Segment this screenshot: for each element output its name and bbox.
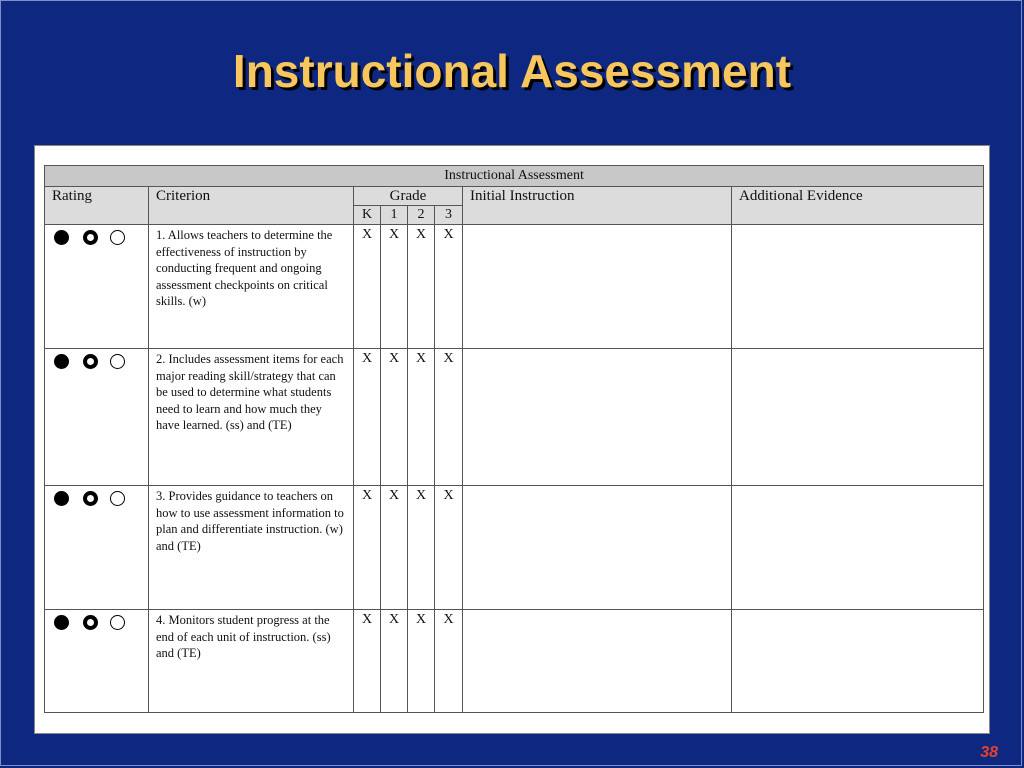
additional-evidence-subheader — [732, 206, 984, 225]
half-circle-icon[interactable] — [83, 491, 98, 506]
assessment-table — [44, 165, 984, 713]
empty-circle-icon[interactable] — [110, 230, 125, 245]
criterion-cell: 1. Allows teachers to determine the effectiveness of instruction by conducting frequent and ongoing assessment checkpoints on critical skills. (w) — [149, 225, 354, 349]
grade-mark: X — [435, 349, 463, 486]
initial-instruction-cell[interactable] — [463, 349, 732, 486]
full-circle-icon[interactable] — [54, 230, 69, 245]
table-row — [45, 225, 984, 349]
grade-mark: X — [381, 225, 408, 349]
assessment-panel — [34, 145, 990, 734]
table-row — [45, 349, 984, 486]
full-circle-icon[interactable] — [54, 354, 69, 369]
grade-mark: X — [354, 349, 381, 486]
additional-evidence-cell[interactable] — [732, 486, 984, 610]
additional-evidence-cell[interactable] — [732, 349, 984, 486]
empty-circle-icon[interactable] — [110, 491, 125, 506]
criterion-cell: 3. Provides guidance to teachers on how to use assessment information to plan and differentiate instruction. (w) and (TE) — [149, 486, 354, 610]
grade-2: 2 — [408, 206, 435, 225]
page-number: 38 — [980, 744, 998, 761]
grade-mark: X — [381, 486, 408, 610]
initial-instruction-header: Initial Instruction — [463, 187, 732, 206]
half-circle-icon[interactable] — [83, 354, 98, 369]
full-circle-icon[interactable] — [54, 615, 69, 630]
grade-mark: X — [408, 610, 435, 713]
additional-evidence-cell[interactable] — [732, 610, 984, 713]
grade-k: K — [354, 206, 381, 225]
rating-cell — [45, 486, 149, 610]
table-row — [45, 610, 984, 713]
additional-evidence-header: Additional Evidence — [732, 187, 984, 206]
grade-mark: X — [408, 225, 435, 349]
half-circle-icon[interactable] — [83, 230, 98, 245]
table-row — [45, 486, 984, 610]
half-circle-icon[interactable] — [83, 615, 98, 630]
grade-mark: X — [408, 349, 435, 486]
initial-instruction-cell[interactable] — [463, 225, 732, 349]
grade-mark: X — [435, 225, 463, 349]
empty-circle-icon[interactable] — [110, 615, 125, 630]
full-circle-icon[interactable] — [54, 491, 69, 506]
initial-instruction-subheader — [463, 206, 732, 225]
rating-cell — [45, 225, 149, 349]
grade-3: 3 — [435, 206, 463, 225]
grade-mark: X — [381, 610, 408, 713]
initial-instruction-cell[interactable] — [463, 610, 732, 713]
criterion-cell: 4. Monitors student progress at the end of each unit of instruction. (ss) and (TE) — [149, 610, 354, 713]
grade-mark: X — [354, 610, 381, 713]
additional-evidence-cell[interactable] — [732, 225, 984, 349]
criterion-header: Criterion — [149, 187, 354, 225]
initial-instruction-cell[interactable] — [463, 486, 732, 610]
rating-header: Rating — [45, 187, 149, 225]
grade-mark: X — [354, 486, 381, 610]
empty-circle-icon[interactable] — [110, 354, 125, 369]
grade-1: 1 — [381, 206, 408, 225]
grade-mark: X — [408, 486, 435, 610]
slide-title: Instructional Assessment — [232, 45, 792, 97]
table-title: Instructional Assessment — [45, 166, 984, 187]
grade-header: Grade — [354, 187, 463, 206]
rating-cell — [45, 349, 149, 486]
grade-mark: X — [435, 486, 463, 610]
grade-mark: X — [435, 610, 463, 713]
rating-cell — [45, 610, 149, 713]
grade-mark: X — [381, 349, 408, 486]
criterion-cell: 2. Includes assessment items for each major reading skill/strategy that can be used to determine what students need to learn and how much they have learned. (ss) and (TE) — [149, 349, 354, 486]
grade-mark: X — [354, 225, 381, 349]
